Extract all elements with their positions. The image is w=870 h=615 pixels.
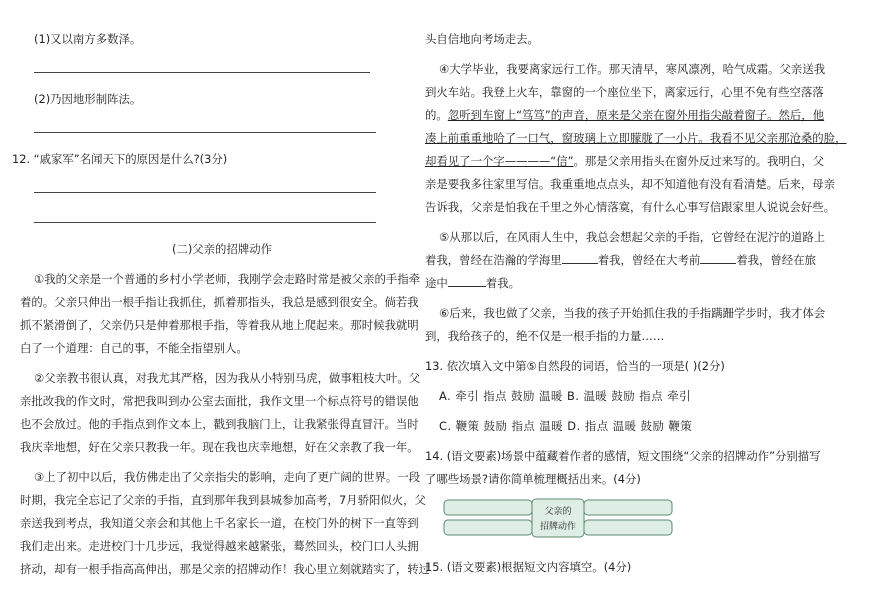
paragraph-1-line: 抓不紧滑倒了，父亲仍只是伸着那根手指，等着我从地上爬起来。那时候我就明 <box>20 318 419 332</box>
paragraph-3-line: 我们走出来。走进校门十几步远，我觉得越来越紧张，蓦然回头，校门口人头拥 <box>20 539 419 553</box>
q11-item-2: (2)乃因地形制阵法。 <box>34 92 142 106</box>
paragraph-3-line: 挤动，却有一根手指高高伸出，那是父亲的招牌动作！我心里立刻就踏实了，转过 <box>20 562 431 576</box>
paragraph-3-line: ③上了初中以后，我仿佛走出了父亲指尖的影响，走向了更广阔的世界。一段 <box>34 470 421 484</box>
paragraph-2-line: ②父亲教书很认真，对我尤其严格，因为我从小特别马虎，做事粗枝大叶。父 <box>34 371 421 385</box>
paragraph-5-text: 着我，曾经在浩瀚的学海里 <box>425 253 562 267</box>
paragraph-5-text: 着我，曾经在旅 <box>736 253 816 267</box>
diagram-center-label: 父亲的 <box>544 507 572 517</box>
question-15: 15. (语文要素)根据短文内容填空。(4分) <box>425 560 632 574</box>
paragraph-4-text: 。那是父亲用指头在窗外反过来写的。我明白，父 <box>573 154 825 168</box>
paragraph-2-line: 我庆幸地想，好在父亲只教我一年。现在我也庆幸地想，好在父亲教了我一年。 <box>20 440 419 454</box>
paragraph-5-line <box>425 249 816 272</box>
section-title: (二)父亲的招牌动作 <box>172 242 273 256</box>
question-12: 12. “戚家军”名闻天下的原因是什么?(3分) <box>12 152 228 166</box>
paragraph-4-line: ④大学毕业，我要离家远行工作。那天清早，寒风凛冽，哈气成霜。父亲送我 <box>439 62 826 76</box>
paragraph-1-line: ①我的父亲是一个普通的乡村小学老师，我刚学会走路时常是被父亲的手指牵 <box>34 272 421 286</box>
paragraph-1-line: 着的。父亲只伸出一根手指让我抓住，抓着那指头，我总是感到很安全。倘若我 <box>20 295 419 309</box>
underlined-sentence: 忽听到车窗上“笃笃”的声音，原来是父亲在窗外用指尖敲着窗子。然后，他 <box>447 108 825 122</box>
question-14: 14. (语文要素)场景中蕴藏着作者的感情，短文围绕“父亲的招牌动作”分别描写 <box>425 449 821 463</box>
answer-line[interactable] <box>34 72 370 73</box>
paragraph-2-line: 亲批改我的作文时，常把我叫到办公室去面批，我作文里一个标点符号的错误他 <box>20 394 419 408</box>
scene-diagram <box>440 496 680 540</box>
paragraph-4-line: 告诉我，父亲是怕我在千里之外心情落寞，有什么心事写信跟家里人说说会好些。 <box>425 200 836 214</box>
fill-blank[interactable] <box>448 272 486 287</box>
question-13: 13. 依次填入文中第⑤自然段的词语，恰当的一项是( )(2分) <box>425 359 725 373</box>
paragraph-5-line <box>425 272 520 295</box>
q11-item-1: (1)又以南方多数泽。 <box>34 32 142 46</box>
answer-line[interactable] <box>34 132 376 133</box>
paragraph-4-text: 的。 <box>425 108 448 122</box>
paragraph-4-line: 到火车站。我登上火车，靠窗的一个座位坐下，离家远行，心里不免有些空落落 <box>425 85 824 99</box>
paragraph-4-line <box>425 150 824 173</box>
scene-box-bottom-left[interactable] <box>444 520 532 535</box>
question-13-options-cd: C. 鞭策 鼓励 指点 温暖 D. 指点 温暖 鼓励 鞭策 <box>439 419 693 433</box>
scene-box-bottom-right[interactable] <box>584 520 672 535</box>
paragraph-6-line: ⑥后来，我也做了父亲，当我的孩子开始抓住我的手指蹒跚学步时，我才体会 <box>439 306 826 320</box>
question-14-cont: 了哪些场景?请你简单梳理概括出来。(4分) <box>425 472 641 486</box>
answer-line[interactable] <box>34 222 376 223</box>
paragraph-1-line: 白了一个道理：自己的事，不能全指望别人。 <box>20 341 248 355</box>
paragraph-3-end: 头自信地向考场走去。 <box>425 32 539 46</box>
scene-box-top-left[interactable] <box>444 500 532 515</box>
underlined-sentence: 凑上前重重地哈了一口气，窗玻璃上立即朦胧了一小片。我看不见父亲那沧桑的脸， <box>425 131 847 145</box>
paragraph-3-line: 时期，我完全忘记了父亲的手指，直到那年我到县城参加高考，7月骄阳似火，父 <box>20 493 426 507</box>
fill-blank[interactable] <box>562 249 598 264</box>
diagram-center-label: 招牌动作 <box>539 522 577 532</box>
paragraph-4-line <box>425 104 824 127</box>
paragraph-5-text: 着我。 <box>485 276 520 290</box>
underlined-sentence: 却看见了一个字————“信” <box>425 154 574 168</box>
answer-line[interactable] <box>34 192 376 193</box>
scene-box-top-right[interactable] <box>584 500 672 515</box>
paragraph-2-line: 也不会放过。他的手指点到作文本上，戳到我脑门上，让我紧张得直冒汗。当时 <box>20 417 419 431</box>
paragraph-3-line: 亲送我到考点，我知道父亲会和其他上千名家长一道，在校门外的树下一直等到 <box>20 516 419 530</box>
fill-blank[interactable] <box>700 249 736 264</box>
question-13-options-ab: A. 牵引 指点 鼓励 温暖 B. 温暖 鼓励 指点 牵引 <box>439 389 691 403</box>
paragraph-4-line: 亲是要我多往家里写信。我重重地点点头，却不知道他有没有看清楚。后来，母亲 <box>425 177 836 191</box>
paragraph-5-text: 着我，曾经在大考前 <box>597 253 701 267</box>
paragraph-5-text: 途中 <box>425 276 448 290</box>
paragraph-6-line: 到，我给孩子的，绝不仅是一根手指的力量…… <box>425 329 665 343</box>
paragraph-5-line: ⑤从那以后，在风雨人生中，我总会想起父亲的手指，它曾经在泥泞的道路上 <box>439 230 826 244</box>
